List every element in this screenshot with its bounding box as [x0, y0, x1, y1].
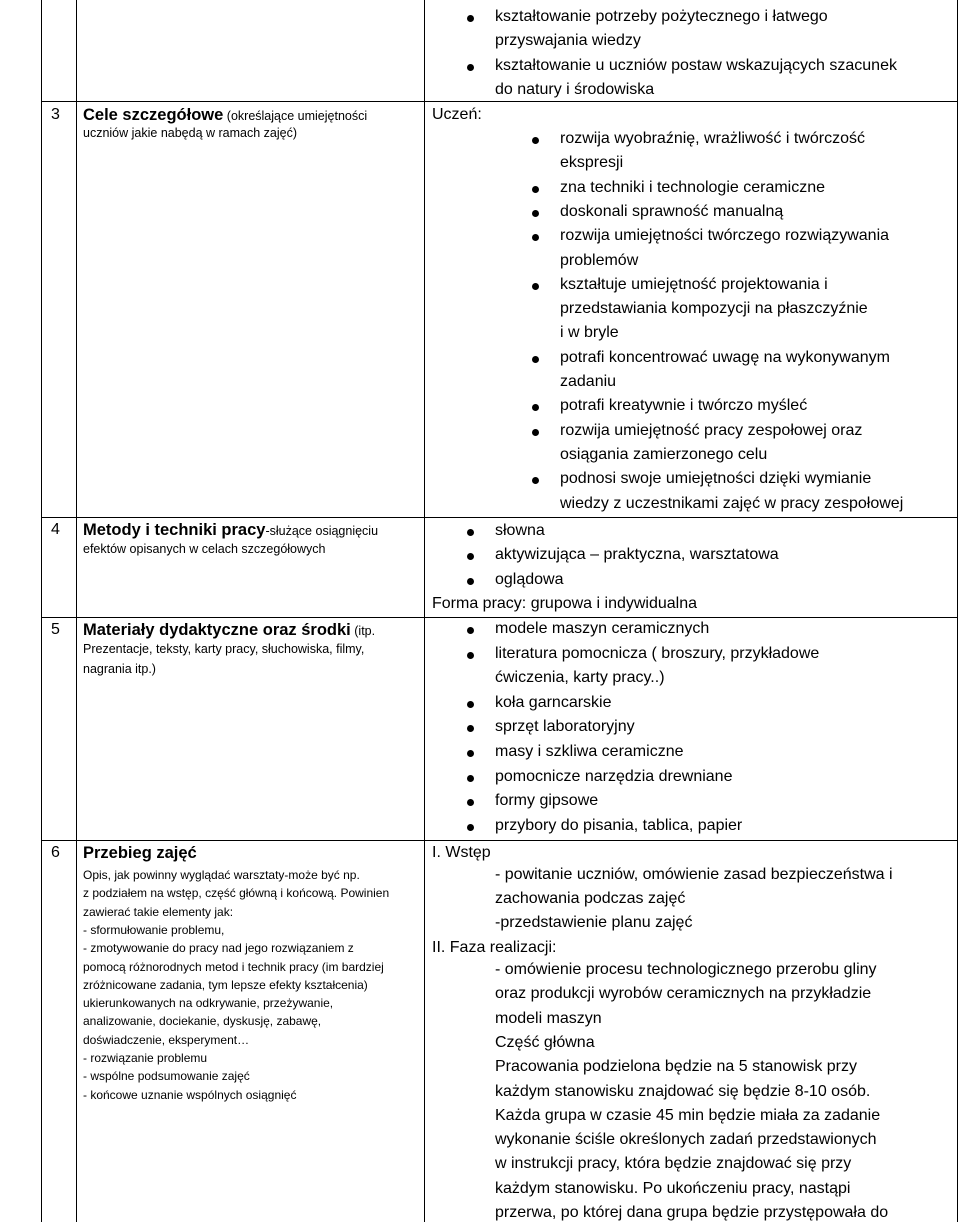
row-title: [83, 106, 367, 125]
bullet-icon: [467, 578, 474, 585]
row-description-line: doświadczenie, eksperyment…: [83, 1032, 250, 1047]
list-item-text: i w bryle: [560, 324, 619, 342]
list-item-text: literatura pomocnicza ( broszury, przykładowe: [495, 644, 820, 662]
list-item-text: modele maszyn ceramicznych: [495, 620, 710, 637]
row-description-line: - wspólne podsumowanie zajęć: [83, 1069, 250, 1084]
table-row-divider: [41, 617, 958, 618]
row-description-line: - rozwiązanie problemu: [83, 1051, 208, 1065]
list-item-text: kształtuje umiejętność projektowania i: [560, 275, 828, 293]
table-row-divider: [41, 517, 958, 518]
row-description-line: Opis, jak powinny wyglądać warsztaty-może być np.: [83, 868, 360, 882]
list-item-text: ćwiczenia, karty pracy..): [495, 669, 665, 687]
bullet-icon: [532, 137, 539, 144]
list-item-text: Każda grupa w czasie 45 min będzie miała za zadanie: [495, 1106, 881, 1124]
forma-pracy: Forma pracy: grupowa i indywidualna: [432, 595, 698, 612]
bullet-icon: [532, 429, 539, 436]
list-item-text: aktywizująca – praktyczna, warsztatowa: [495, 546, 779, 564]
list-item-text: modeli maszyn: [495, 1009, 602, 1027]
list-item-text: formy gipsowe: [495, 792, 599, 810]
row-subtitle: (itp.: [350, 624, 376, 638]
list-item-text: rozwija umiejętność pracy zespołowej oraz: [560, 421, 863, 439]
list-item-text: kształtowanie potrzeby pożytecznego i łatwego: [495, 8, 828, 25]
list-item-text: każdym stanowisku. Po ukończeniu pracy, nastąpi: [495, 1179, 851, 1197]
table-row-divider: [41, 101, 958, 102]
list-item-text: wiedzy z uczestnikami zajęć w pracy zespołowej: [560, 494, 904, 512]
row-description-line: analizowanie, dociekanie, dyskusję, zabawę,: [83, 1014, 322, 1029]
list-item-text: wykonanie ściśle określonych zadań przedstawionych: [495, 1131, 877, 1149]
bullet-icon: [467, 701, 474, 708]
table-border-col1: [76, 0, 77, 1222]
bullet-icon: [532, 283, 539, 290]
list-item-text: -przedstawienie planu zajęć: [495, 914, 693, 931]
row-number: 5: [51, 621, 60, 638]
row-description-line: zróżnicowane zadania, tym lepsze efekty kształcenia): [83, 977, 368, 992]
list-item-text: - powitanie uczniów, omówienie zasad bezpieczeństwa i: [495, 866, 893, 883]
row-title: [83, 844, 197, 863]
row-subtitle: (określające umiejętności: [223, 109, 368, 123]
list-item-text: zachowania podczas zajęć: [495, 890, 686, 907]
bullet-icon: [467, 529, 474, 536]
list-item-text: pomocnicze narzędzia drewniane: [495, 767, 733, 785]
bullet-icon: [467, 15, 474, 22]
row-title-text: Przebieg zajęć: [83, 844, 197, 862]
list-item-text: rozwija umiejętności twórczego rozwiązywania: [560, 227, 890, 245]
list-item-text: rozwija wyobraźnię, wrażliwość i twórczość: [560, 130, 865, 147]
bullet-icon: [467, 627, 474, 634]
list-item-text: w instrukcji pracy, która będzie znajdować się przy: [495, 1155, 852, 1173]
bullet-icon: [467, 750, 474, 757]
list-item-text: problemów: [560, 251, 639, 269]
list-item-text: oraz produkcji wyrobów ceramicznych na przykładzie: [495, 985, 872, 1003]
list-item-text: słowna: [495, 522, 545, 539]
row-description-line: - końcowe uznanie wspólnych osiągnięć: [83, 1087, 297, 1102]
list-item-text: przerwa, po której dana grupa będzie przystępowała do: [495, 1204, 889, 1221]
list-item-text: każdym stanowisku znajdować się będzie 8-10 osób.: [495, 1082, 871, 1100]
row-subtitle-line: Prezentacje, teksty, karty pracy, słuchowiska, filmy,: [83, 642, 365, 656]
list-item-text: oglądowa: [495, 570, 564, 588]
list-item-text: - omówienie procesu technologicznego przerobu gliny: [495, 961, 877, 978]
list-item-text: Część główna: [495, 1033, 595, 1051]
bullet-icon: [532, 186, 539, 193]
row-title-text: Materiały dydaktyczne oraz środki: [83, 621, 351, 639]
row-number: 6: [51, 844, 60, 861]
row-title: [83, 621, 375, 640]
list-item-text: doskonali sprawność manualną: [560, 202, 784, 220]
bullet-icon: [467, 824, 474, 831]
list-item-text: koła garncarskie: [495, 693, 612, 711]
list-item-text: podnosi swoje umiejętności dzięki wymianie: [560, 470, 872, 488]
bullet-icon: [467, 652, 474, 659]
row-subtitle: -służące osiągnięciu: [265, 524, 379, 538]
row-number: 3: [51, 106, 60, 123]
wstep-label: I. Wstęp: [432, 844, 491, 861]
list-item-text: Pracowania podzielona będzie na 5 stanowisk przy: [495, 1058, 857, 1076]
list-item-text: przybory do pisania, tablica, papier: [495, 816, 743, 834]
list-item-text: przyswajania wiedzy: [495, 32, 641, 50]
row-title: [83, 521, 378, 540]
list-item-text: sprzęt laboratoryjny: [495, 718, 635, 736]
row-subtitle-line: uczniów jakie nabędą w ramach zajęć): [83, 126, 297, 140]
row-subtitle-line: efektów opisanych w celach szczegółowych: [83, 542, 326, 556]
row-description-line: z podziałem na wstęp, część główną i końcową. Powinien: [83, 886, 390, 901]
row-description-line: zawierać takie elementy jak:: [83, 904, 234, 919]
bullet-icon: [467, 64, 474, 71]
list-item-text: kształtowanie u uczniów postaw wskazujących szacunek: [495, 56, 897, 74]
table-border-left: [41, 0, 42, 1222]
list-item-text: ekspresji: [560, 154, 624, 172]
list-item-text: zna techniki i technologie ceramiczne: [560, 178, 826, 196]
row-description-line: - zmotywowanie do pracy nad jego rozwiązaniem z: [83, 941, 354, 956]
row-description-line: - sformułowanie problemu,: [83, 922, 225, 937]
table-border-right: [957, 0, 958, 1222]
bullet-icon: [532, 210, 539, 217]
list-item-text: do natury i środowiska: [495, 80, 655, 98]
list-item-text: masy i szkliwa ceramiczne: [495, 743, 684, 760]
bullet-icon: [532, 356, 539, 363]
uczen-label: Uczeń:: [432, 106, 482, 123]
row-number: 4: [51, 521, 60, 538]
list-item-text: potrafi koncentrować uwagę na wykonywanym: [560, 348, 890, 366]
row-description-line: ukierunkowanych na odkrywanie, przeżywanie,: [83, 996, 334, 1011]
list-item-text: zadaniu: [560, 373, 617, 390]
list-item-text: potrafi kreatywnie i twórczo myśleć: [560, 397, 808, 415]
row-description-line: pomocą różnorodnych metod i technik pracy (im bardziej: [83, 959, 384, 974]
bullet-icon: [467, 775, 474, 782]
faza-label: II. Faza realizacji:: [432, 939, 557, 956]
table-border-col2: [424, 0, 425, 1222]
list-item-text: osiągania zamierzonego celu: [560, 445, 768, 463]
row-title-text: Metody i techniki pracy: [83, 521, 266, 539]
row-subtitle-line: nagrania itp.): [83, 662, 156, 676]
row-title-text: Cele szczegółowe: [83, 106, 224, 124]
list-item-text: przedstawiania kompozycji na płaszczyźnie: [560, 300, 868, 318]
table-row-divider: [41, 840, 958, 841]
